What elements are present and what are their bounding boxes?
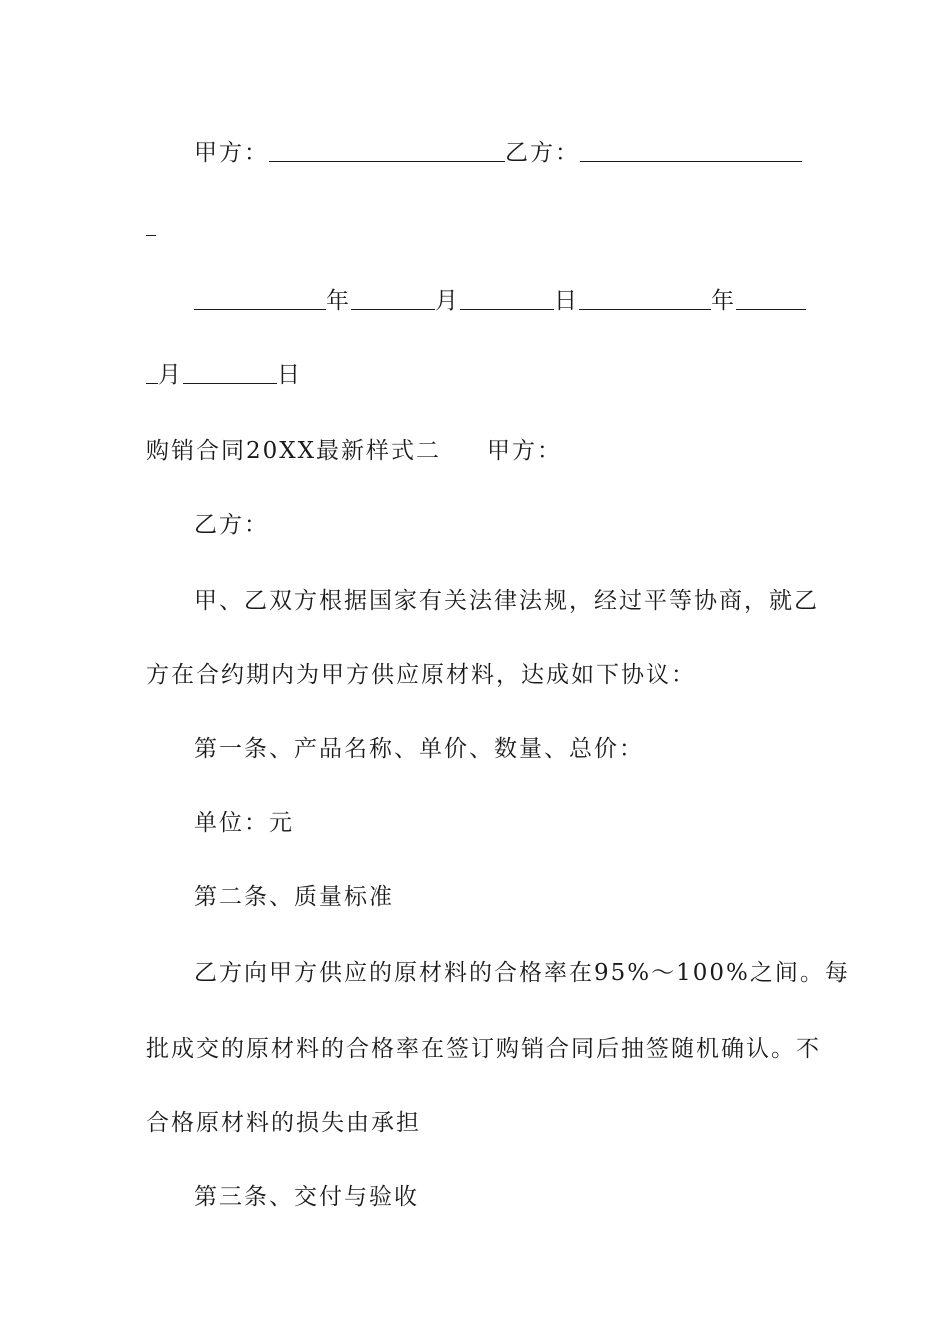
signature-dates-line (146, 286, 854, 316)
day-b-label: 日 (277, 362, 302, 388)
quality-paragraph-line-2: 批成交的原材料的合格率在签订购销合同后抽签随机确认。不 (146, 1036, 821, 1062)
party-b-blank-continued (146, 213, 156, 236)
party-b-signature-label: 乙方： (505, 140, 580, 166)
day-b-blank (183, 361, 277, 384)
signature-parties-line (146, 138, 854, 168)
day-a-blank (460, 287, 554, 310)
article-2-heading: 第二条、质量标准 (194, 884, 394, 910)
year-b-label: 年 (711, 288, 736, 314)
year-a-blank (194, 287, 326, 310)
signature-dates-line-wrap (146, 360, 806, 390)
month-a-label: 月 (435, 288, 460, 314)
article-3-heading: 第三条、交付与验收 (194, 1184, 419, 1210)
month-b-label: 月 (158, 362, 183, 388)
year-a-label: 年 (326, 288, 351, 314)
unit-label: 单位：元 (194, 810, 294, 836)
article-1-heading: 第一条、产品名称、单价、数量、总价： (194, 736, 644, 762)
header-party-a-label: 甲方： (487, 438, 563, 464)
quality-paragraph-line-3: 合格原材料的损失由承担 (146, 1110, 421, 1136)
party-b-label: 乙方： (194, 512, 269, 538)
party-a-blank (269, 139, 505, 162)
party-b-blank (580, 139, 802, 162)
title-line (146, 436, 806, 466)
intro-paragraph-line-1: 甲、乙双方根据国家有关法律法规，经过平等协商，就乙 (194, 588, 819, 614)
day-a-label: 日 (554, 288, 579, 314)
intro-paragraph-line-2: 方在合约期内为甲方供应原材料，达成如下协议： (146, 662, 696, 688)
quality-paragraph-line-1: 乙方向甲方供应的原材料的合格率在95%～100%之间。每 (194, 960, 850, 986)
month-a-blank (351, 287, 435, 310)
party-a-signature-label: 甲方： (194, 140, 269, 166)
year-b-blank (579, 287, 711, 310)
document-title: 购销合同20XX最新样式二 (146, 438, 442, 464)
signature-parties-line-wrap (146, 212, 806, 242)
month-b-blank-continued (146, 361, 158, 384)
month-b-blank (736, 287, 806, 310)
